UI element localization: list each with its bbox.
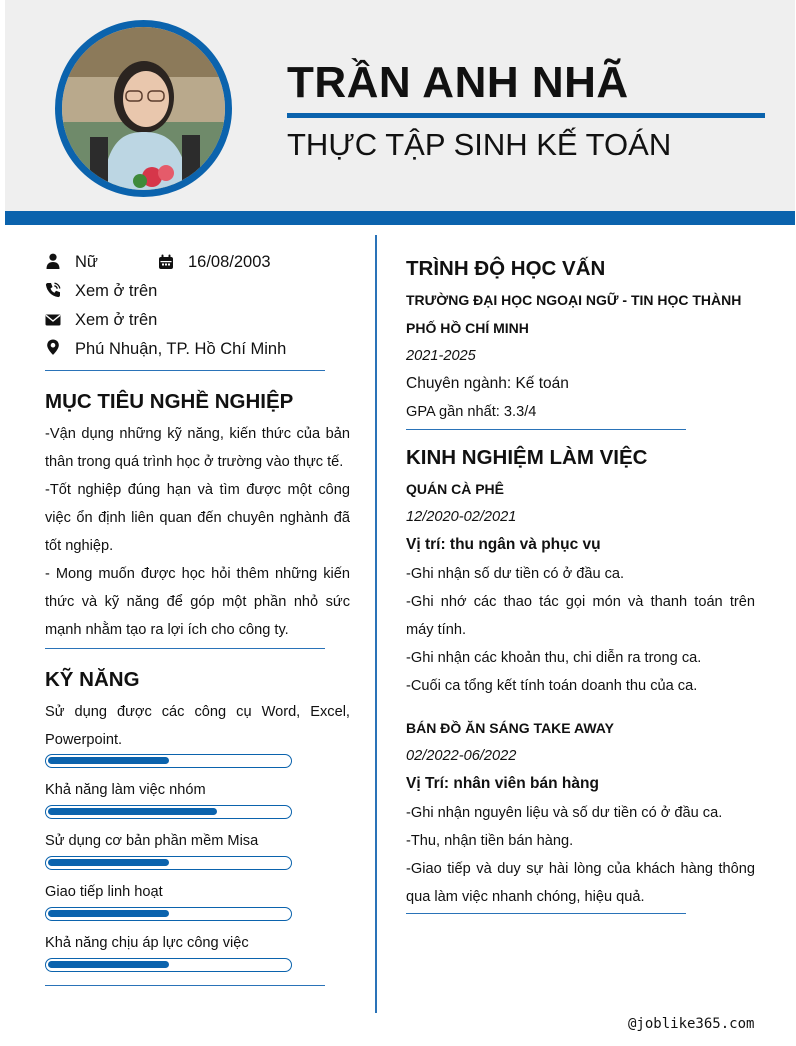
school-name-line1: TRƯỜNG ĐẠI HỌC NGOẠI NGỮ - TIN HỌC THÀNH (406, 292, 742, 308)
objective-line: -Vận dụng những kỹ năng, kiến thức của bản thân trong quá trình học ở trường vào thực tế. (45, 426, 350, 470)
skill-bar-fill (48, 757, 169, 764)
calendar-icon (158, 254, 174, 270)
skill-bar (45, 754, 292, 768)
experience-divider (406, 913, 686, 914)
objective-line: -Tốt nghiệp đúng hạn và tìm được một công việc ổn định liên quan đến chuyên nghành đã tốt nghiệp. (45, 482, 350, 554)
skill-label: Khả năng làm việc nhóm (45, 782, 206, 798)
skills-intro: Sử dụng được các công cụ Word, Excel, Powerpoint. (45, 704, 350, 748)
person-icon (45, 253, 61, 269)
phone-icon (45, 282, 61, 298)
job-position: Vị trí: thu ngân và phục vụ (406, 536, 601, 553)
job-duties (406, 799, 755, 911)
skill-label: Khả năng chịu áp lực công việc (45, 935, 249, 951)
objective-text (45, 420, 350, 644)
column-divider (375, 235, 377, 1013)
skill-bar-fill (48, 859, 169, 866)
job-duty: -Ghi nhận số dư tiền có ở đầu ca. (406, 566, 625, 582)
skill-bar (45, 856, 292, 870)
objective-title: MỤC TIÊU NGHỀ NGHIỆP (45, 390, 294, 413)
job-company: QUÁN CÀ PHÊ (406, 481, 505, 497)
job-period: 02/2022-06/2022 (406, 748, 517, 764)
objective-line: - Mong muốn được học hỏi thêm những kiến thức và kỹ năng để góp một phần nhỏ sức mạnh nhằm tạo ra lợi ích cho công ty. (45, 566, 350, 638)
job-duty: -Thu, nhận tiền bán hàng. (406, 833, 574, 849)
avatar (55, 20, 232, 197)
candidate-name: TRẦN ANH NHÃ (287, 58, 629, 107)
skill-label: Sử dụng cơ bản phần mềm Misa (45, 833, 259, 849)
job-period: 12/2020-02/2021 (406, 509, 517, 525)
name-underline (287, 113, 765, 118)
job-duty: -Ghi nhớ các thao tác gọi món và thanh toán trên máy tính. (406, 594, 755, 638)
job-position: Vị Trí: nhân viên bán hàng (406, 775, 599, 792)
school-name-line2: PHỐ HỒ CHÍ MINH (406, 320, 529, 336)
job-duty: -Cuối ca tổng kết tính toán doanh thu của ca. (406, 678, 698, 694)
header-accent-bar (5, 211, 795, 225)
job-duty: -Ghi nhận các khoản thu, chi diễn ra trong ca. (406, 650, 702, 666)
skill-bar-fill (48, 808, 217, 815)
education-title: TRÌNH ĐỘ HỌC VẤN (406, 257, 606, 280)
skills-title: KỸ NĂNG (45, 668, 140, 691)
skill-bar-fill (48, 961, 169, 968)
job-duty: -Giao tiếp và duy sự hài lòng của khách hàng thông qua làm việc nhanh chóng, hiệu quả. (406, 861, 755, 905)
portrait-photo (62, 27, 225, 190)
contact-divider (45, 370, 325, 371)
skill-bar (45, 958, 292, 972)
gender-value: Nữ (75, 253, 98, 271)
skills-divider (45, 985, 325, 986)
objective-divider (45, 648, 325, 649)
email-value: Xem ở trên (75, 311, 158, 329)
education-divider (406, 429, 686, 430)
envelope-icon (45, 312, 61, 328)
phone-value: Xem ở trên (75, 282, 158, 300)
address-value: Phú Nhuận, TP. Hồ Chí Minh (75, 340, 287, 358)
education-major: Chuyên ngành: Kế toán (406, 375, 569, 392)
job-duty: -Ghi nhận nguyên liệu và số dư tiền có ở đầu ca. (406, 805, 723, 821)
birthday-value: 16/08/2003 (188, 253, 271, 271)
experience-title: KINH NGHIỆM LÀM VIỆC (406, 446, 648, 469)
job-duties (406, 560, 755, 700)
location-pin-icon (45, 339, 61, 355)
skill-bar (45, 805, 292, 819)
job-company: BÁN ĐỒ ĂN SÁNG TAKE AWAY (406, 720, 614, 736)
education-period: 2021-2025 (406, 348, 476, 364)
watermark-url: @joblike365.com (628, 1016, 755, 1032)
skill-label: Giao tiếp linh hoạt (45, 884, 163, 900)
candidate-role: THỰC TẬP SINH KẾ TOÁN (287, 127, 672, 162)
skill-bar (45, 907, 292, 921)
skill-bar-fill (48, 910, 169, 917)
education-gpa: GPA gần nhất: 3.3/4 (406, 404, 537, 420)
